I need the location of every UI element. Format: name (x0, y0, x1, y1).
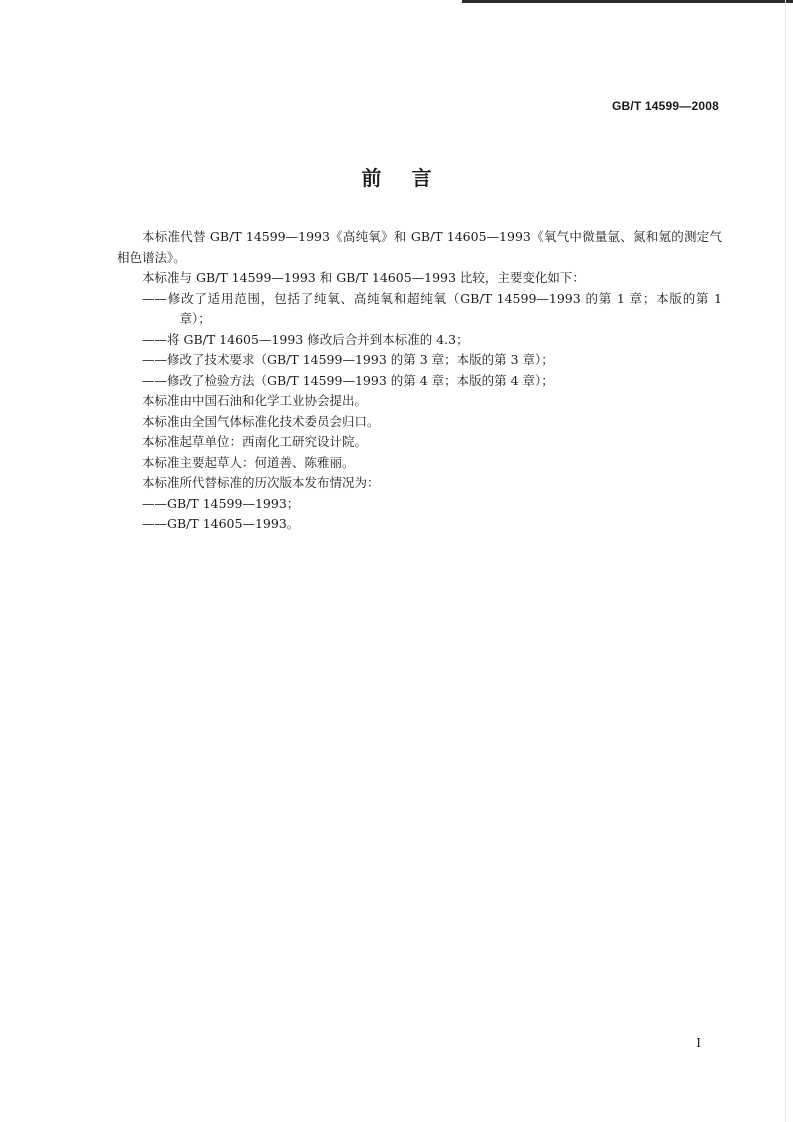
paragraph-drafters: 本标准主要起草人：何道善、陈雅丽。 (142, 454, 355, 470)
history-item-text: ——GB/T 14599—1993； (142, 495, 300, 511)
paragraph-proposer: 本标准由中国石油和化学工业协会提出。 (142, 393, 368, 408)
history-item (117, 514, 722, 535)
paragraph-replaces: 本标准代替 GB/T 14599—1993《高纯氧》和 GB/T 14605—1993《氧气中微量氩、氮和氪的测定气相色谱法》。 (117, 229, 722, 265)
foreword-body (117, 227, 722, 535)
change-item (117, 289, 722, 330)
page-number: I (696, 1036, 701, 1050)
paragraph-committee: 本标准由全国气体标准化技术委员会归口。 (142, 413, 380, 429)
scan-top-rule (462, 0, 793, 3)
standard-number: GB/T 14599—2008 (611, 99, 719, 113)
paragraph-history-intro: 本标准所代替标准的历次版本发布情况为： (142, 475, 380, 490)
change-item-text: ——修改了检验方法（GB/T 14599—1993 的第 4 章；本版的第 4 章）； (142, 372, 554, 388)
paragraph-drafting-unit: 本标准起草单位：西南化工研究设计院。 (142, 434, 368, 449)
page-title: 前言 (361, 166, 462, 190)
change-item (117, 371, 722, 392)
history-item-text: ——GB/T 14605—1993。 (142, 516, 300, 531)
paragraph-comparison: 本标准与 GB/T 14599—1993 和 GB/T 14605—1993 比较，主要变化如下： (142, 270, 585, 285)
change-item (117, 350, 722, 371)
change-item (117, 330, 722, 351)
change-item-text: ——将 GB/T 14605—1993 修改后合并到本标准的 4.3； (142, 331, 469, 347)
history-item (117, 494, 722, 515)
change-item-text: ——修改了适用范围，包括了纯氧、高纯氧和超纯氧（GB/T 14599—1993 的第 1 章；本版的第 1 章）； (142, 290, 722, 326)
change-item-text: ——修改了技术要求（GB/T 14599—1993 的第 3 章；本版的第 3 章）； (142, 352, 554, 367)
